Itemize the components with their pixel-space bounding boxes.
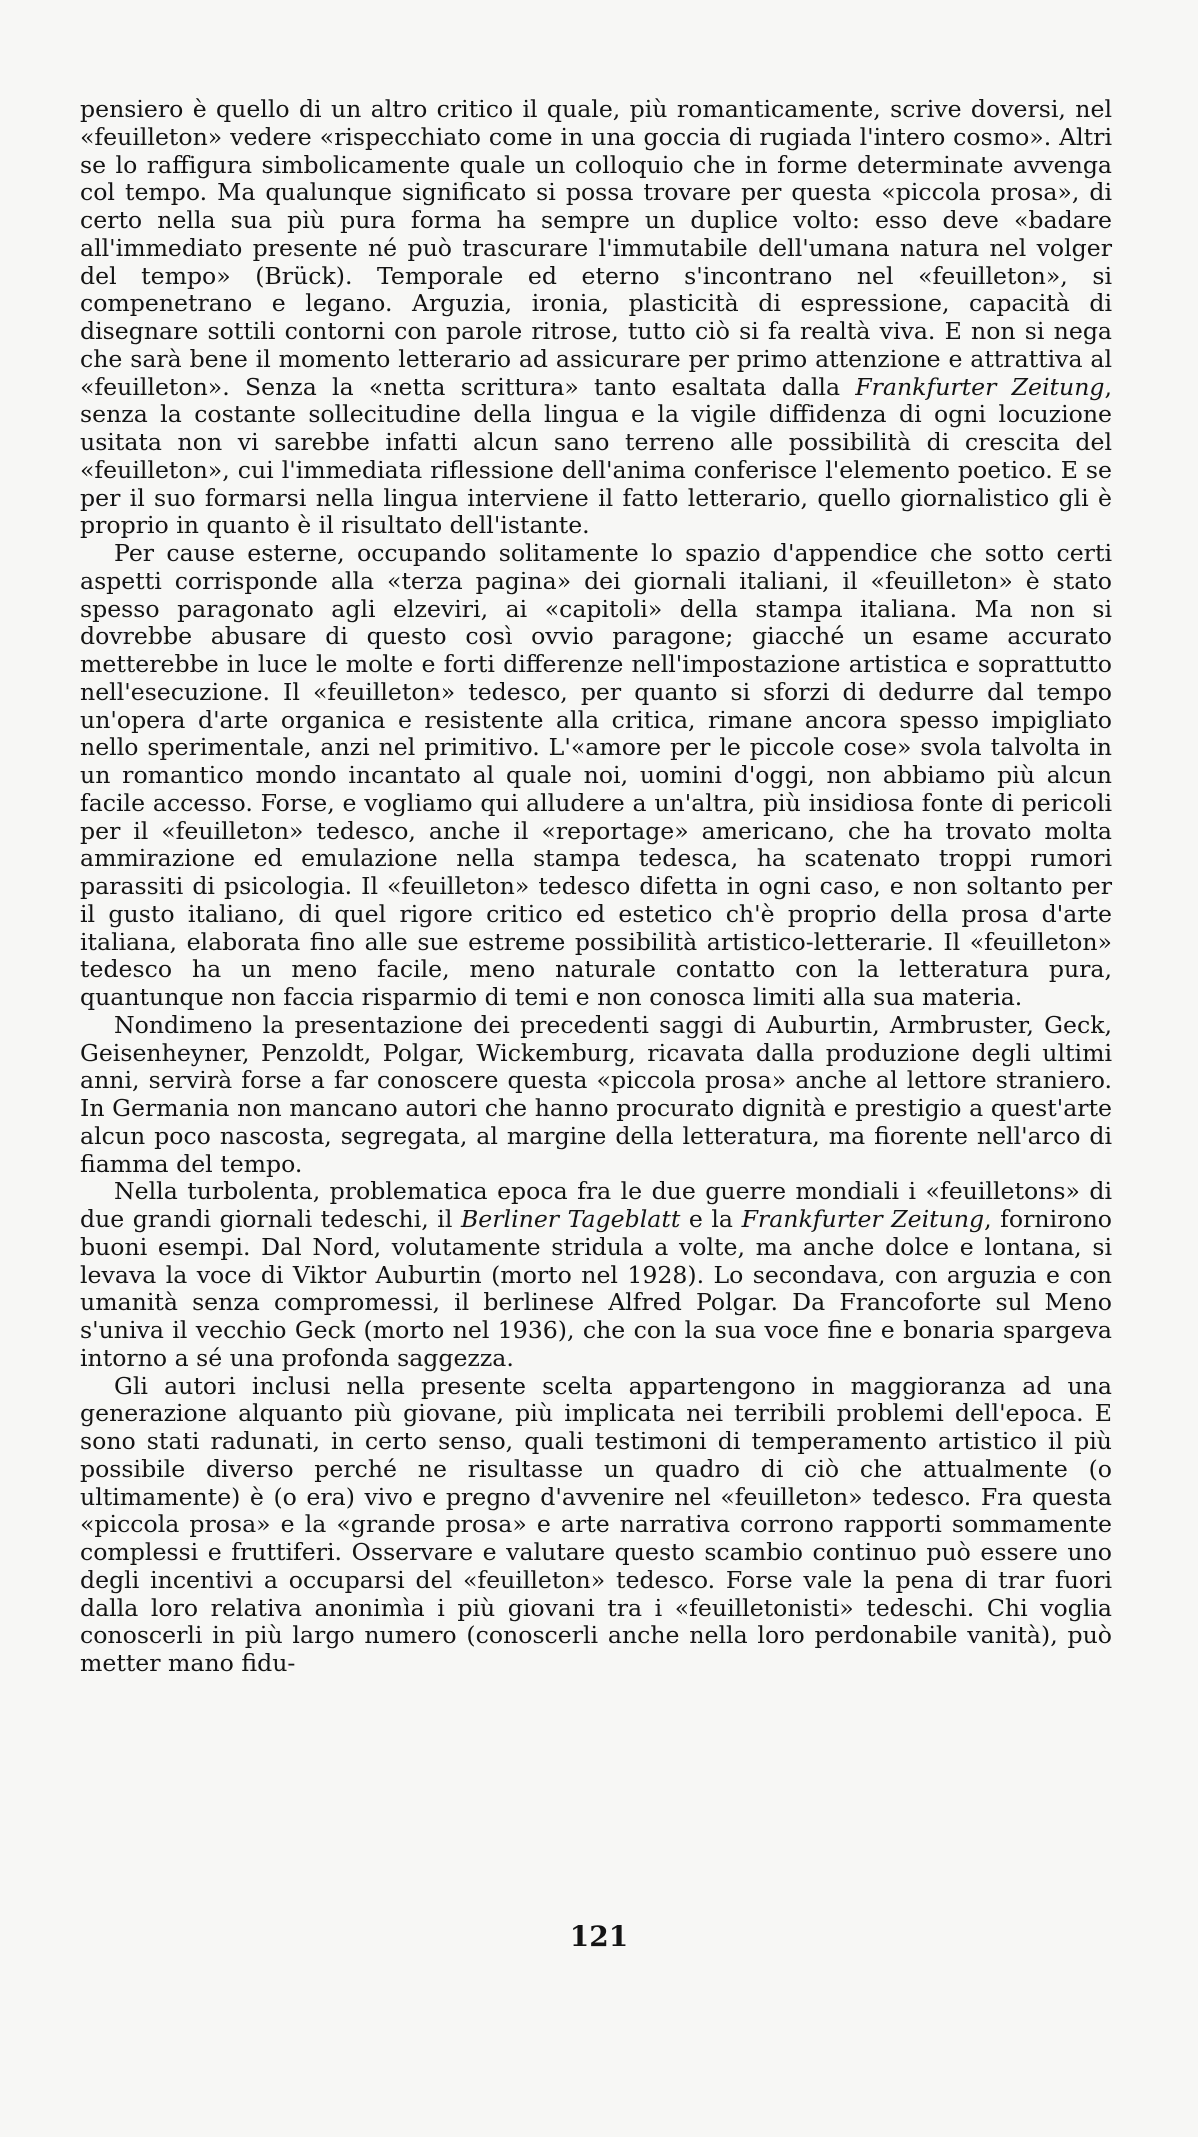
text-segment: Gli autori inclusi nella presente scelta appartengono in maggioranza ad una generazione alquanto più giovane, più implicata nei terribili problemi dell'epoca. E sono stati radunati, in certo senso, quali testimoni di temperamento artistico il più possibile diverso perché ne risultasse un quadro di ciò che attualmente (o ultimamente) è (o era) vivo e pregno d'avvenire nel «feuilleton» tedesco. Fra questa «piccola prosa» e la «grande prosa» e arte narrativa corrono rapporti sommamente complessi e fruttiferi. Osservare e valutare questo scambio continuo può essere uno degli incentivi a occuparsi del «feuilleton» tedesco. Forse vale la pena di trar fuori dalla loro relativa anonimìa i più giovani tra i «feuilletonisti» tedeschi. Chi voglia conoscerli in più largo numero (conoscerli anche nella loro perdonabile vanità), può metter mano fidu- (80, 1371, 1112, 1677)
text-segment: Nella turbolenta, problematica epoca fra le due guerre mondiali i «feuilletons» di due grandi giornali tedeschi, il (80, 1177, 1112, 1233)
text-segment: , senza la costante sollecitudine della lingua e la vigile diffidenza di ogni locuzione usitata non vi sarebbe infatti alcun sano terreno alle possibilità di crescita del «feuilleton», cui l'immediata riflessione dell'anima conferisce l'elemento poetico. E se per il suo formarsi nella lingua interviene il fatto letterario, quello giornalistico gli è proprio in quanto è il risultato dell'istante. (80, 372, 1112, 540)
paragraph-2 (80, 540, 1112, 1012)
newspaper-title: Frankfurter Zeitung (855, 372, 1105, 401)
text-segment: e la (680, 1205, 742, 1233)
page-number: 121 (569, 1920, 629, 1953)
body-text (80, 96, 1112, 1678)
paragraph-5 (80, 1373, 1112, 1678)
text-segment: Nondimeno la presentazione dei precedenti saggi di Auburtin, Armbruster, Geck, Geisenheyner, Penzoldt, Polgar, Wickemburg, ricavata dalla produzione degli ultimi anni, servirà forse a far conoscere questa «piccola prosa» anche al lettore straniero. In Germania non mancano autori che hanno procurato dignità e prestigio a quest'arte alcun poco nascosta, segregata, al margine della letteratura, ma fiorente nell'arco di fiamma del tempo. (80, 1010, 1112, 1178)
text-segment: pensiero è quello di un altro critico il quale, più romanticamente, scrive doversi, nel «feuilleton» vedere «rispecchiato come in una goccia di rugiada l'intero cosmo». Altri se lo raffigura simbolicamente quale un colloquio che in forme determinate avvenga col tempo. Ma qualunque significato si possa trovare per questa «piccola prosa», di certo nella sua più pura forma ha sempre un duplice volto: esso deve «badare all'immediato presente né può trascurare l'immutabile dell'umana natura nel volger del tempo» (Brück). Temporale ed eterno s'incontrano nel «feuilleton», si compenetrano e legano. Arguzia, ironia, plasticità di espressione, capacità di disegnare sottili contorni con parole ritrose, tutto ciò si fa realtà viva. E non si nega che sarà bene il momento letterario ad assicurare per primo attenzione e attrattiva al «feuilleton». Senza la «netta scrittura» tanto esaltata dalla (80, 95, 1112, 401)
paragraph-3 (80, 1012, 1112, 1179)
text-segment: Per cause esterne, occupando solitamente lo spazio d'appendice che sotto certi aspetti corrisponde alla «terza pagina» dei giornali italiani, il «feuilleton» è stato spesso paragonato agli elzeviri, ai «capitoli» della stampa italiana. Ma non si dovrebbe abusare di questo così ovvio paragone; giacché un esame accurato metterebbe in luce le molte e forti differenze nell'impostazione artistica e soprattutto nell'esecuzione. Il «feuilleton» tedesco, per quanto si sforzi di dedurre dal tempo un'opera d'arte organica e resistente alla critica, rimane ancora spesso impigliato nello sperimentale, anzi nel primitivo. L'«amore per le piccole cose» svola talvolta in un romantico mondo incantato al quale noi, uomini d'oggi, non abbiamo più alcun facile accesso. Forse, e vogliamo qui alludere a un'altra, più insidiosa fonte di pericoli per il «feuilleton» tedesco, anche il «reportage» americano, che ha trovato molta ammirazione ed emulazione nella stampa tedesca, ha scatenato troppi rumori parassiti di psicologia. Il «feuilleton» tedesco difetta in ogni caso, e non soltanto per il gusto italiano, di quel rigore critico ed estetico ch'è proprio della prosa d'arte italiana, elaborata fino alle sue estreme possibilità artistico-letterarie. Il «feuilleton» tedesco ha un meno facile, meno naturale contatto con la letteratura pura, quantunque non faccia risparmio di temi e non conosca limiti alla sua materia. (80, 539, 1112, 1011)
newspaper-title: Frankfurter Zeitung (741, 1205, 985, 1233)
newspaper-title: Berliner Tageblatt (460, 1205, 681, 1233)
paragraph-1 (80, 96, 1112, 540)
paragraph-4 (80, 1178, 1112, 1372)
text-segment: , fornirono buoni esempi. Dal Nord, volutamente stridula a volte, ma anche dolce e lontana, si levava la voce di Viktor Auburtin (morto nel 1928). Lo secondava, con arguzia e con umanità senza compromessi, il berlinese Alfred Polgar. Da Francoforte sul Meno s'univa il vecchio Geck (morto nel 1936), che con la sua voce fine e bonaria spargeva intorno a sé una profonda saggezza. (80, 1205, 1113, 1372)
